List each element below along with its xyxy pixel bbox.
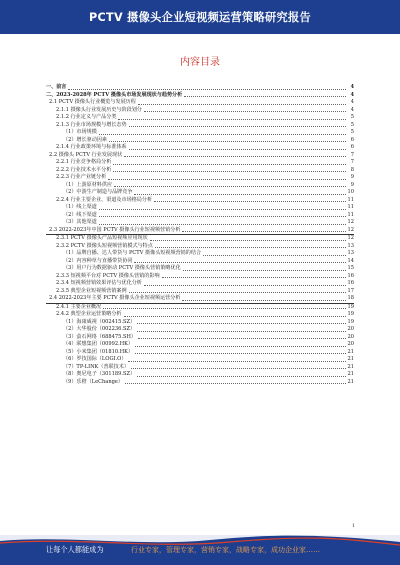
toc-dot-leader: [135, 352, 346, 354]
toc-entry[interactable]: [46, 349, 354, 357]
toc-dot-leader: [135, 345, 346, 347]
toc-entry-label: 2.2.2 行业技术水平分析: [56, 166, 112, 173]
toc-entry[interactable]: [46, 295, 354, 304]
toc-entry-label: 2.1 PCTV 摄像头行业概览与发展历程: [49, 99, 136, 105]
toc-entry-page: 16: [347, 280, 354, 286]
toc-entry-page: 16: [347, 272, 354, 279]
toc-dot-leader: [137, 375, 346, 377]
toc-entry-page: 9: [350, 174, 354, 180]
toc-entry-label: （9）乐橙（LeChange）: [63, 378, 123, 385]
toc-entry-page: 12: [347, 226, 354, 233]
toc-entry-page: 4: [350, 99, 354, 105]
toc-dot-leader: [182, 299, 346, 301]
toc-dot-leader: [99, 215, 346, 217]
toc-entry[interactable]: [46, 379, 354, 387]
toc-entry[interactable]: [46, 371, 354, 379]
toc-dot-leader: [154, 200, 346, 202]
toc-dot-leader: [125, 382, 346, 384]
toc-dot-leader: [134, 193, 346, 195]
report-title: PCTV 摄像头企业短视频运营策略研究报告: [89, 11, 311, 24]
toc-dot-leader: [113, 170, 346, 172]
toc-entry-page: 11: [347, 196, 354, 203]
toc-dot-leader: [129, 291, 346, 293]
toc-entry-label: （1）上游原材料供应: [63, 181, 113, 188]
toc-entry-page: 7: [350, 151, 354, 158]
toc-entry-label: 2.3.1 PCTV 摄像头产品短视频应用现状: [56, 235, 148, 241]
toc-entry-page: 5: [350, 114, 354, 120]
report-header-bar: [0, 0, 400, 34]
toc-entry[interactable]: [46, 311, 354, 319]
toc-entry-page: 4: [350, 106, 354, 113]
toc-entry[interactable]: [46, 122, 354, 130]
toc-entry-label: 2.2.3 行业产业链分析: [56, 174, 107, 180]
toc-entry[interactable]: [46, 334, 354, 342]
toc-dot-leader: [150, 239, 346, 241]
toc-dot-leader: [203, 254, 346, 256]
toc-entry[interactable]: [46, 356, 354, 364]
toc-dot-leader: [109, 140, 346, 142]
toc-entry[interactable]: [46, 304, 354, 312]
toc-entry[interactable]: [46, 144, 354, 152]
toc-entry[interactable]: [46, 326, 354, 334]
toc-entry[interactable]: [46, 212, 354, 220]
toc-entry-label: （3）萤石网络（688475.SH）: [63, 333, 136, 340]
toc-dot-leader: [114, 185, 346, 187]
toc-entry[interactable]: [46, 167, 354, 175]
toc-entry-page: 12: [347, 219, 354, 225]
toc-entry-page: 21: [347, 378, 354, 385]
toc-entry[interactable]: [46, 189, 354, 197]
toc-entry[interactable]: [46, 152, 354, 160]
toc-entry-label: （7）TP-LINK（普联技术）: [63, 363, 129, 370]
toc-entry-label: 二、2023-2028年 PCTV 摄像头市场发展现状与趋势分析: [46, 91, 183, 98]
toc-entry[interactable]: [46, 235, 354, 243]
toc-entry-page: 4: [350, 84, 354, 90]
toc-entry[interactable]: [46, 107, 354, 115]
toc-entry-page: 8: [350, 166, 354, 173]
toc-dot-leader: [162, 276, 346, 278]
toc-dot-leader: [99, 223, 346, 225]
toc-entry[interactable]: [46, 137, 354, 145]
toc-entry-page: 12: [347, 235, 354, 241]
toc-entry-label: （2）增长驱动因素: [63, 136, 107, 143]
toc-entry[interactable]: [46, 273, 354, 281]
toc-entry-page: 11: [347, 211, 354, 218]
toc-entry[interactable]: [46, 129, 354, 137]
toc-dot-leader: [134, 261, 346, 263]
toc-entry-page: 18: [347, 295, 354, 301]
toc-entry[interactable]: [46, 92, 354, 100]
toc-entry[interactable]: [46, 227, 354, 236]
table-of-contents: [46, 84, 354, 386]
toc-entry-page: 9: [350, 181, 354, 188]
toc-entry[interactable]: [46, 219, 354, 227]
toc-entry-label: 2.1.1 摄像头行业发展历史与阶段划分: [56, 106, 142, 113]
toc-entry[interactable]: [46, 182, 354, 190]
toc-entry-page: 15: [347, 265, 354, 271]
toc-entry-page: 13: [347, 250, 354, 256]
toc-dot-leader: [99, 133, 346, 135]
toc-entry-label: （1）海康威视（002415.SZ）: [63, 318, 136, 325]
toc-entry[interactable]: [46, 250, 354, 258]
toc-entry-label: （2）大华股份（002236.SZ）: [63, 326, 136, 332]
toc-entry-label: 2.1.3 行业市场规模与增长态势: [56, 121, 127, 128]
toc-entry-page: 6: [350, 136, 354, 143]
toc-entry[interactable]: [46, 197, 354, 205]
toc-entry-label: 2.3 2022-2023年中国 PCTV 摄像头行业短视频营销分析: [49, 226, 181, 233]
toc-entry-page: 20: [347, 326, 354, 332]
toc-dot-leader: [144, 110, 346, 112]
footer-slogan-left: 让每个人都能成为: [46, 545, 104, 554]
toc-dot-leader: [137, 322, 346, 324]
toc-entry-page: 20: [347, 333, 354, 340]
toc-entry-label: （1）品牌自播、达人带货与 PCTV 摄像头短视频营销的结合: [63, 250, 202, 256]
toc-entry-page: 19: [347, 318, 354, 325]
toc-entry[interactable]: [46, 280, 354, 288]
toc-dot-leader: [108, 178, 346, 180]
toc-dot-leader: [129, 148, 346, 150]
toc-dot-leader: [129, 125, 346, 127]
toc-entry-label: （1）线上渠道: [63, 204, 97, 210]
toc-entry-page: 21: [347, 363, 354, 370]
toc-entry-label: 2.4.2 典型企业运营策略分析: [56, 311, 122, 317]
toc-entry[interactable]: [46, 265, 354, 273]
toc-entry-page: 4: [350, 91, 354, 98]
toc-entry-page: 6: [350, 144, 354, 150]
toc-entry-label: 2.4.1 主要企业概况: [56, 303, 102, 310]
toc-entry-label: 2.1.4 行业政策环境与标准体系: [56, 144, 127, 150]
toc-entry[interactable]: [46, 341, 354, 349]
toc-dot-leader: [138, 103, 346, 105]
toc-entry[interactable]: [46, 174, 354, 182]
toc-entry[interactable]: [46, 99, 354, 107]
toc-dot-leader: [128, 360, 346, 362]
page-number: 1: [352, 523, 356, 529]
toc-entry-page: 10: [347, 189, 354, 195]
toc-entry[interactable]: [46, 84, 354, 92]
toc-dot-leader: [68, 88, 346, 90]
toc-entry-label: （1）市场规模: [63, 129, 97, 135]
toc-entry[interactable]: [46, 204, 354, 212]
footer-slogan-right: 行业专家，管理专家，营销专家，战略专家，成功企业家……: [131, 546, 320, 554]
toc-entry-page: 7: [350, 159, 354, 165]
toc-entry-label: 2.4 2022-2023年主要 PCTV 摄像头企业短视频运营分析: [49, 295, 181, 301]
toc-entry-label: （6）罗技国际（LOGI.O）: [63, 356, 127, 362]
footer-bar: [0, 535, 400, 565]
toc-heading: 内容目录: [180, 57, 220, 68]
toc-entry[interactable]: [46, 243, 354, 251]
toc-entry[interactable]: [46, 288, 354, 296]
toc-entry-label: （2）线下渠道: [63, 211, 97, 218]
toc-dot-leader: [113, 163, 346, 165]
toc-entry-page: 11: [347, 204, 354, 210]
toc-dot-leader: [131, 367, 346, 369]
toc-dot-leader: [184, 95, 346, 97]
toc-entry-page: 13: [347, 242, 354, 249]
toc-entry-label: 2.1.2 行业定义与产品分类: [56, 114, 117, 120]
toc-entry-page: 21: [347, 356, 354, 362]
toc-entry-label: 一、前言: [46, 84, 67, 90]
toc-entry-label: （8）奥尼电子（301189.SZ）: [63, 371, 136, 377]
toc-entry-label: 2.3.3 短视频平台对 PCTV 摄像头营销的影响: [56, 272, 160, 279]
toc-dot-leader: [144, 284, 346, 286]
toc-entry[interactable]: [46, 114, 354, 122]
toc-dot-leader: [124, 155, 346, 157]
toc-entry-page: 17: [347, 287, 354, 294]
toc-dot-leader: [124, 315, 346, 317]
toc-dot-leader: [182, 230, 346, 232]
toc-entry-page: 21: [347, 371, 354, 377]
toc-entry[interactable]: [46, 258, 354, 266]
toc-dot-leader: [137, 330, 346, 332]
toc-entry-label: （4）联想集团（00992.HK）: [63, 341, 134, 347]
toc-dot-leader: [183, 269, 346, 271]
toc-dot-leader: [118, 118, 346, 120]
toc-entry-label: 2.2.1 行业竞争格局分析: [56, 159, 112, 165]
toc-entry-label: （5）小米集团（01810.HK）: [63, 348, 134, 355]
toc-entry[interactable]: [46, 159, 354, 167]
toc-entry-page: 5: [350, 129, 354, 135]
toc-entry-label: 2.3.2 PCTV 摄像头短视频营销模式与特点: [56, 242, 153, 249]
toc-entry-label: （3）用户行为数据驱动 PCTV 摄像头营销策略优化: [63, 265, 181, 271]
toc-entry-label: 2.3.4 短视频营销效果评估与优化分析: [56, 280, 142, 286]
toc-entry[interactable]: [46, 319, 354, 327]
toc-entry-label: （3）其他渠道: [63, 219, 97, 225]
toc-dot-leader: [99, 208, 346, 210]
toc-entry-label: 2.3.5 典型企业短视频营销案例: [56, 287, 127, 294]
toc-entry-label: 2.2 摄像头 PCTV 行业发展现状: [49, 151, 123, 158]
toc-entry-page: 14: [347, 257, 354, 264]
toc-entry-page: 21: [347, 348, 354, 355]
toc-entry-page: 19: [347, 311, 354, 317]
toc-entry-page: 5: [350, 121, 354, 128]
toc-entry-page: 20: [347, 341, 354, 347]
toc-entry-label: （2）中游生产制造与品牌竞争: [63, 189, 133, 195]
toc-dot-leader: [155, 246, 346, 248]
toc-entry-label: 2.2.4 行业主要企业、渠道及市场格局分析: [56, 196, 153, 203]
toc-dot-leader: [138, 337, 346, 339]
toc-dot-leader: [103, 307, 346, 309]
toc-entry-label: （2）内容种草与直播带货协同: [63, 257, 133, 264]
toc-entry-page: 19: [347, 303, 354, 310]
toc-entry[interactable]: [46, 364, 354, 372]
